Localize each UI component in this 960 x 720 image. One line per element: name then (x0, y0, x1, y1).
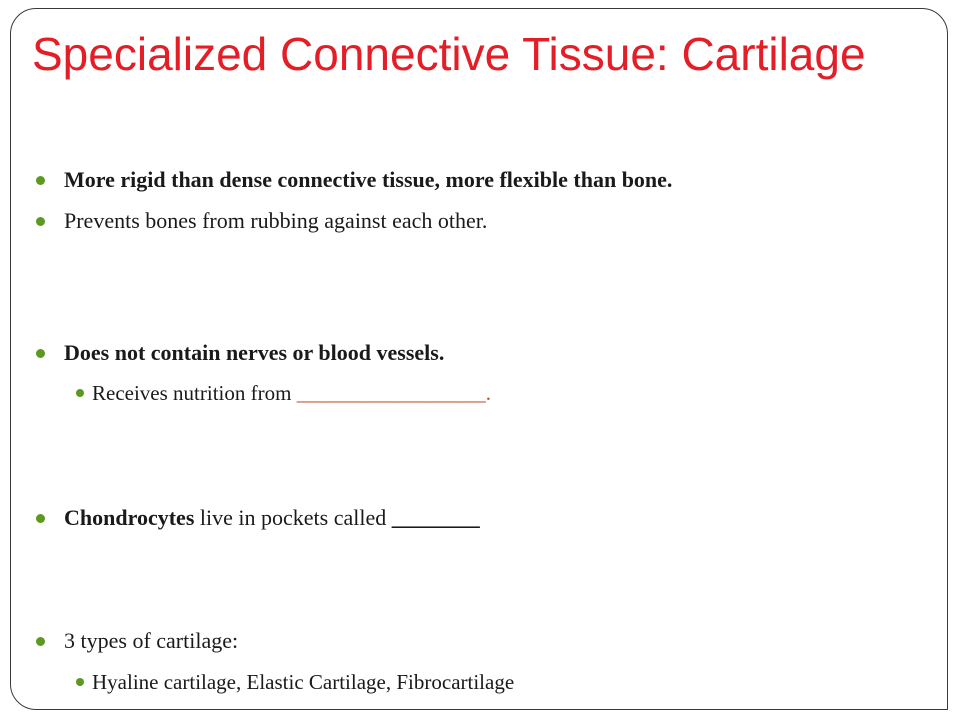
bullet-text-bold: Does not contain nerves or blood vessels. (64, 340, 445, 365)
bullet-rigidity (64, 165, 672, 195)
fill-in-blank-nutrition: __________________. (296, 381, 491, 405)
sub-bullet-text: Hyaline cartilage, Elastic Cartilage, Fibrocartilage (92, 670, 515, 694)
sub-bullet-text: Receives nutrition from (92, 381, 297, 405)
sub-bullet-dot-icon (76, 389, 84, 397)
sub-bullet-nutrition (92, 378, 491, 408)
bullet-text: 3 types of cartilage: (64, 628, 239, 653)
bullet-dot-icon (36, 514, 45, 523)
bullet-prevents-rubbing (64, 206, 487, 236)
fill-in-blank-lacunae: ________ (391, 505, 480, 530)
bullet-text: live in pockets called (194, 505, 392, 530)
bullet-text-bold: More rigid than dense connective tissue, more flexible than bone. (64, 167, 673, 192)
bullet-dot-icon (36, 217, 45, 226)
bullet-chondrocytes (64, 503, 480, 533)
bullet-text-bold: Chondrocytes (64, 505, 195, 530)
bullet-no-nerves (64, 338, 444, 368)
bullet-dot-icon (36, 637, 45, 646)
bullet-text: Prevents bones from rubbing against each other. (64, 208, 488, 233)
sub-bullet-types-list (92, 667, 514, 697)
bullet-dot-icon (36, 349, 45, 358)
bullet-dot-icon (36, 176, 45, 185)
bullet-types (64, 626, 238, 656)
slide-title: Specialized Connective Tissue: Cartilage (32, 28, 866, 80)
sub-bullet-dot-icon (76, 678, 84, 686)
